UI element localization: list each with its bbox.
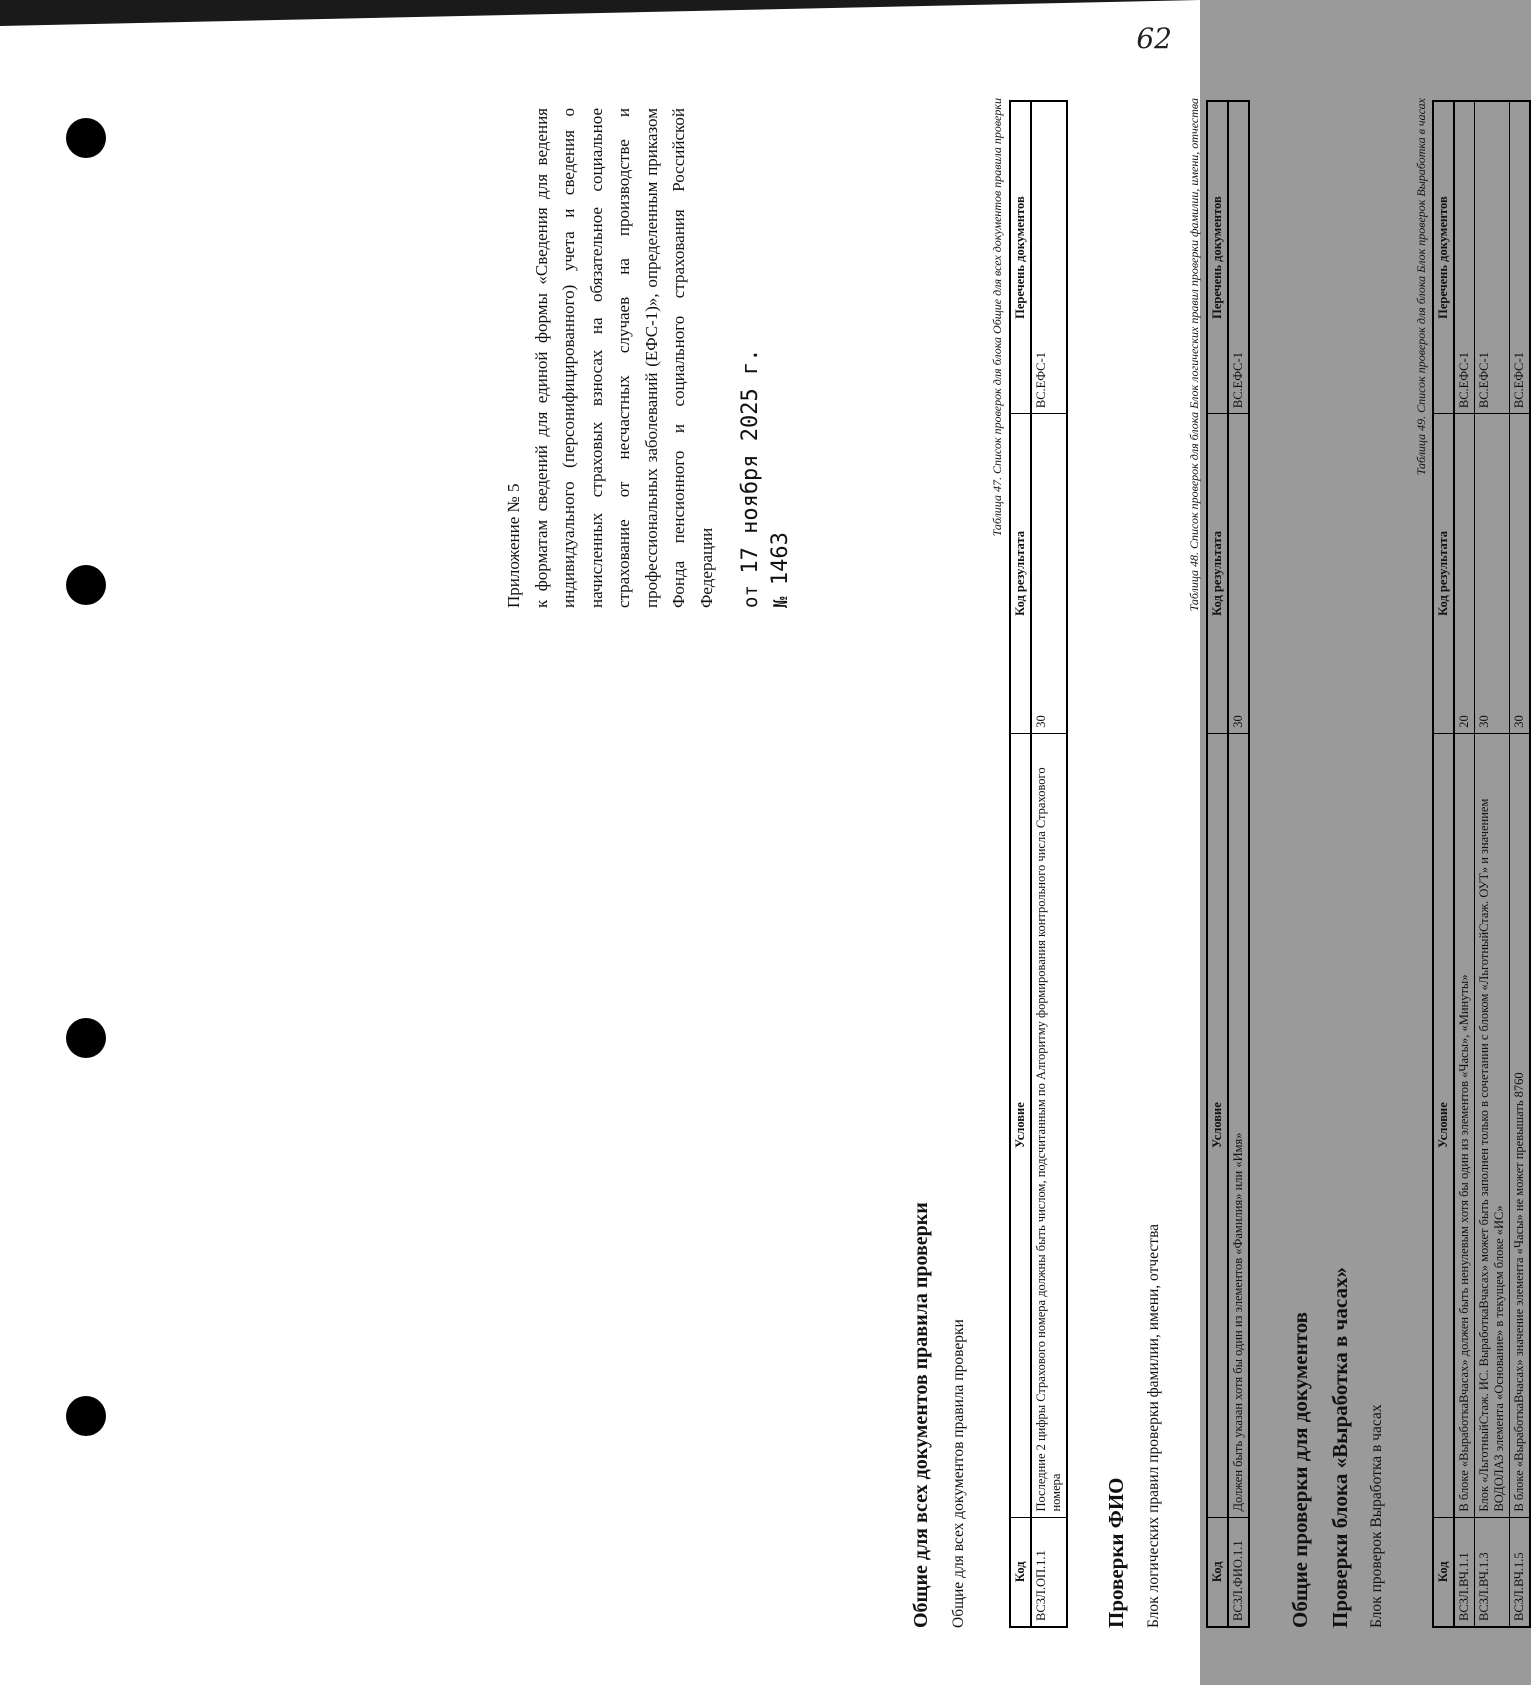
cell-code: ВСЗЛ.ФИО.1.1 (1228, 1517, 1249, 1627)
punch-hole (66, 565, 106, 605)
date-prefix: от (740, 585, 762, 608)
col-header-result: Код результата (1207, 414, 1228, 734)
cell-result: 30 (1510, 414, 1531, 734)
date-value: 17 ноября 2025 г. (738, 348, 763, 574)
section-subheading: Блок логических правил проверки фамилии, имени, отчества (1145, 1223, 1162, 1628)
col-header-docs: Перечень документов (1010, 101, 1031, 414)
table-47 (1009, 100, 1068, 1628)
cell-result: 30 (1475, 414, 1510, 734)
scan-shadow (0, 0, 1200, 26)
table-row (1031, 101, 1067, 1627)
col-header-code: Код (1207, 1517, 1228, 1627)
punch-hole (66, 1018, 106, 1058)
section-heading: Проверки ФИО (1104, 1477, 1128, 1628)
cell-result: 30 (1228, 414, 1249, 734)
col-header-result: Код результата (1010, 414, 1031, 734)
col-header-condition: Условие (1433, 733, 1454, 1517)
cell-code: ВСЗЛ.ВЧ.1.5 (1510, 1517, 1531, 1627)
table-caption: Таблица 49. Список проверок для блока Блок проверок Выработка в часах (1414, 98, 1428, 476)
col-header-docs: Перечень документов (1207, 101, 1228, 414)
section-heading: Общие для всех документов правила проверки (910, 1202, 932, 1628)
col-header-condition: Условие (1207, 733, 1228, 1517)
cell-docs: ВС.ЕФС-1 (1510, 101, 1531, 414)
col-header-result: Код результата (1433, 414, 1454, 734)
section-heading: Общие проверки для документов (1288, 1311, 1312, 1628)
table-48 (1206, 100, 1250, 1628)
cell-code: ВСЗЛ.ВЧ.1.3 (1475, 1517, 1510, 1627)
cell-result: 30 (1031, 414, 1067, 734)
rotated-content (452, 98, 1526, 1668)
appendix-title: Приложение № 5 (504, 483, 523, 608)
cell-docs: ВС.ЕФС-1 (1228, 101, 1249, 414)
cell-condition: Блок «ЛьготныйСтаж. ИС. ВыработкаВчасах» может быть заполнен только в сочетании с блоком «ЛьготныйСтаж. ОУТ» и значением ВОДОЛАЗ элемента «Основание» в текущем блоке «ИС» (1475, 733, 1510, 1517)
table-49 (1432, 100, 1531, 1628)
cell-condition: В блоке «ВыработкаВчасах» должен быть ненулевым хотя бы один из элементов «Часы», «Минуты» (1454, 733, 1475, 1517)
cell-condition: Последние 2 цифры Страхового номера должны быть числом, подсчитанным по Алгоритму формирования контрольного числа Страхового номера (1031, 733, 1067, 1517)
cell-result: 20 (1454, 414, 1475, 734)
table-row (1228, 101, 1249, 1627)
table-caption: Таблица 47. Список проверок для блока Общие для всех документов правила проверки (990, 98, 1004, 537)
col-header-code: Код (1433, 1517, 1454, 1627)
table-row (1475, 101, 1510, 1627)
table-row (1510, 101, 1531, 1627)
punch-hole (66, 1396, 106, 1436)
table-caption: Таблица 48. Список проверок для блока Блок логических правил проверки фамилии, имени, отчества (1187, 98, 1201, 612)
cell-condition: Должен быть указан хотя бы один из элементов «Фамилия» или «Имя» (1228, 733, 1249, 1517)
section-subheading: Общие для всех документов правила проверки (950, 1319, 967, 1628)
col-header-code: Код (1010, 1517, 1031, 1627)
cell-code: ВСЗЛ.ОП.1.1 (1031, 1517, 1067, 1627)
cell-docs: ВС.ЕФС-1 (1454, 101, 1475, 414)
appendix-block (500, 108, 796, 608)
page-number: 62 (1136, 22, 1172, 55)
punch-hole (66, 118, 106, 158)
section-heading: Проверки блока «Выработка в часах» (1328, 1267, 1352, 1628)
number-value: 1463 (768, 532, 793, 586)
cell-docs: ВС.ЕФС-1 (1031, 101, 1067, 414)
col-header-condition: Условие (1010, 733, 1031, 1517)
number-prefix: № (770, 596, 792, 608)
table-row (1454, 101, 1475, 1627)
col-header-docs: Перечень документов (1433, 101, 1454, 414)
approval-date (736, 108, 796, 608)
cell-condition: В блоке «ВыработкаВчасах» значение элемента «Часы» не может превышать 8760 (1510, 733, 1531, 1517)
cell-docs: ВС.ЕФС-1 (1475, 101, 1510, 414)
section-subheading: Блок проверок Выработка в часах (1368, 1404, 1385, 1628)
cell-code: ВСЗЛ.ВЧ.1.1 (1454, 1517, 1475, 1627)
appendix-text: к форматам сведений для единой формы «Сведения для ведения индивидуального (персонифицированного) учета и сведения о начисленных страховых взносах на обязательное социальное страхование от несчастных случаев на производстве и профессиональных заболеваний (ЕФС-1)», определенным приказом Фонда пенсионного и социального страхования Российской Федерации (531, 108, 716, 608)
